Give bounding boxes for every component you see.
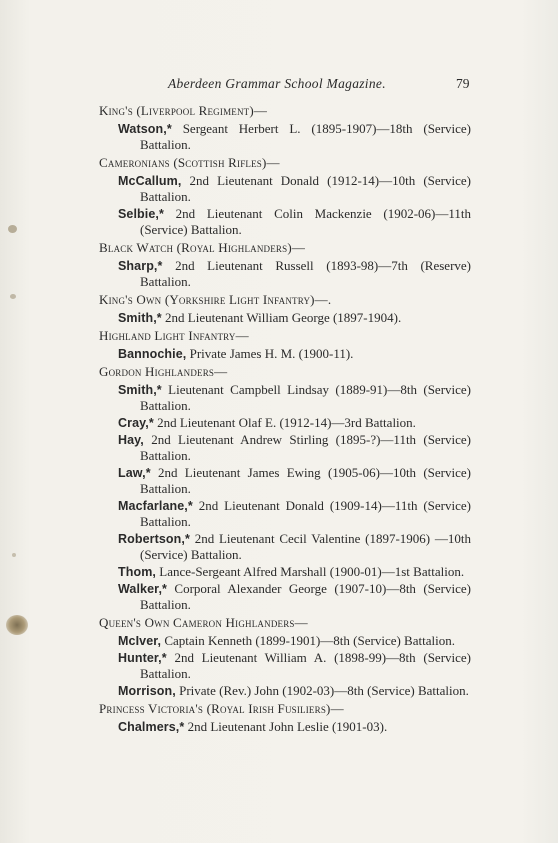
- soldier-surname: Bannochie,: [118, 347, 187, 361]
- magazine-title: Aberdeen Grammar School Magazine.: [168, 76, 386, 91]
- regiment-section: [99, 328, 471, 362]
- regiment-section: [99, 701, 471, 735]
- soldier-surname: Watson,*: [118, 122, 172, 136]
- soldier-details: Lance-Sergeant Alfred Marshall (1900-01)—1st Battalion.: [159, 564, 465, 579]
- soldier-entry: [118, 650, 471, 682]
- soldier-entry: [118, 206, 471, 238]
- soldier-surname: Smith,*: [118, 311, 162, 325]
- regiment-section: [99, 155, 471, 238]
- soldier-details: Private (Rev.) John (1902-03)—8th (Service) Battalion.: [179, 683, 469, 698]
- roll-of-honour-list: [99, 101, 471, 735]
- soldier-surname: Sharp,*: [118, 259, 163, 273]
- soldier-surname: McIver,: [118, 634, 162, 648]
- soldier-entry: [118, 382, 471, 414]
- soldier-entry: [118, 432, 471, 464]
- soldier-details: 2nd Lieutenant William George (1897-1904).: [165, 310, 402, 325]
- soldier-details: Lieutenant Campbell Lindsay (1889-91)—8th (Service) Battalion.: [140, 382, 471, 413]
- soldier-surname: Chalmers,*: [118, 720, 185, 734]
- soldier-entry: [118, 683, 471, 699]
- regiment-heading: Cameronians (Scottish Rifles)—: [99, 155, 280, 170]
- soldier-entry: [118, 633, 471, 649]
- soldier-surname: Smith,*: [118, 383, 162, 397]
- soldier-details: Captain Kenneth (1899-1901)—8th (Service) Battalion.: [164, 633, 455, 648]
- soldier-surname: Thom,: [118, 565, 156, 579]
- regiment-heading: Highland Light Infantry—: [99, 328, 249, 343]
- soldier-details: 2nd Lieutenant Donald (1912-14)—10th (Service) Battalion.: [140, 173, 471, 204]
- soldier-details: Sergeant Herbert L. (1895-1907)—18th (Service) Battalion.: [140, 121, 472, 152]
- soldier-surname: Law,*: [118, 466, 151, 480]
- soldier-details: 2nd Lieutenant Andrew Stirling (1895-?)—11th (Service) Battalion.: [140, 432, 472, 463]
- soldier-details: 2nd Lieutenant Olaf E. (1912-14)—3rd Battalion.: [157, 415, 416, 430]
- regiment-section: [99, 364, 471, 613]
- soldier-details: 2nd Lieutenant James Ewing (1905-06)—10th (Service) Battalion.: [140, 465, 471, 496]
- soldier-details: 2nd Lieutenant John Leslie (1901-03).: [187, 719, 388, 734]
- soldier-surname: Macfarlane,*: [118, 499, 193, 513]
- regiment-heading: Gordon Highlanders—: [99, 364, 228, 379]
- stain-mark: [6, 615, 28, 635]
- soldier-surname: Selbie,*: [118, 207, 164, 221]
- regiment-heading: Queen's Own Cameron Highlanders—: [99, 615, 308, 630]
- soldier-surname: Walker,*: [118, 582, 167, 596]
- binding-mark: [10, 294, 16, 299]
- soldier-entry: [118, 531, 471, 563]
- regiment-heading: King's (Liverpool Regiment)—: [99, 103, 268, 118]
- soldier-details: 2nd Lieutenant Colin Mackenzie (1902-06)—11th (Service) Battalion.: [140, 206, 471, 237]
- soldier-surname: Hunter,*: [118, 651, 167, 665]
- page-number: 79: [456, 76, 470, 91]
- soldier-entry: [118, 258, 471, 290]
- regiment-section: [99, 103, 471, 153]
- soldier-details: 2nd Lieutenant William A. (1898-99)—8th (Service) Battalion.: [140, 650, 472, 681]
- regiment-heading: King's Own (Yorkshire Light Infantry)—.: [99, 292, 332, 307]
- soldier-details: Private James H. M. (1900-11).: [189, 346, 354, 361]
- soldier-entry: [118, 465, 471, 497]
- soldier-details: 2nd Lieutenant Donald (1909-14)—11th (Service) Battalion.: [140, 498, 471, 529]
- soldier-details: 2nd Lieutenant Cecil Valentine (1897-1906) —10th (Service) Battalion.: [140, 531, 471, 562]
- soldier-details: Corporal Alexander George (1907-10)—8th (Service) Battalion.: [140, 581, 471, 612]
- soldier-entry: [118, 121, 471, 153]
- regiment-section: [99, 292, 471, 326]
- soldier-entry: [118, 415, 471, 431]
- soldier-entry: [118, 564, 471, 580]
- soldier-entry: [118, 581, 471, 613]
- soldier-details: 2nd Lieutenant Russell (1893-98)—7th (Reserve) Battalion.: [140, 258, 471, 289]
- soldier-surname: McCallum,: [118, 174, 182, 188]
- regiment-heading: Black Watch (Royal Highlanders)—: [99, 240, 306, 255]
- soldier-surname: Morrison,: [118, 684, 176, 698]
- soldier-entry: [118, 719, 471, 735]
- binding-mark: [12, 553, 16, 557]
- running-header: [0, 76, 558, 96]
- regiment-section: [99, 240, 471, 290]
- soldier-entry: [118, 173, 471, 205]
- soldier-entry: [118, 310, 471, 326]
- regiment-section: [99, 615, 471, 699]
- soldier-entry: [118, 346, 471, 362]
- soldier-surname: Hay,: [118, 433, 144, 447]
- soldier-entry: [118, 498, 471, 530]
- soldier-surname: Robertson,*: [118, 532, 190, 546]
- regiment-heading: Princess Victoria's (Royal Irish Fusiliers)—: [99, 701, 344, 716]
- binding-mark: [8, 225, 17, 233]
- soldier-surname: Cray,*: [118, 416, 154, 430]
